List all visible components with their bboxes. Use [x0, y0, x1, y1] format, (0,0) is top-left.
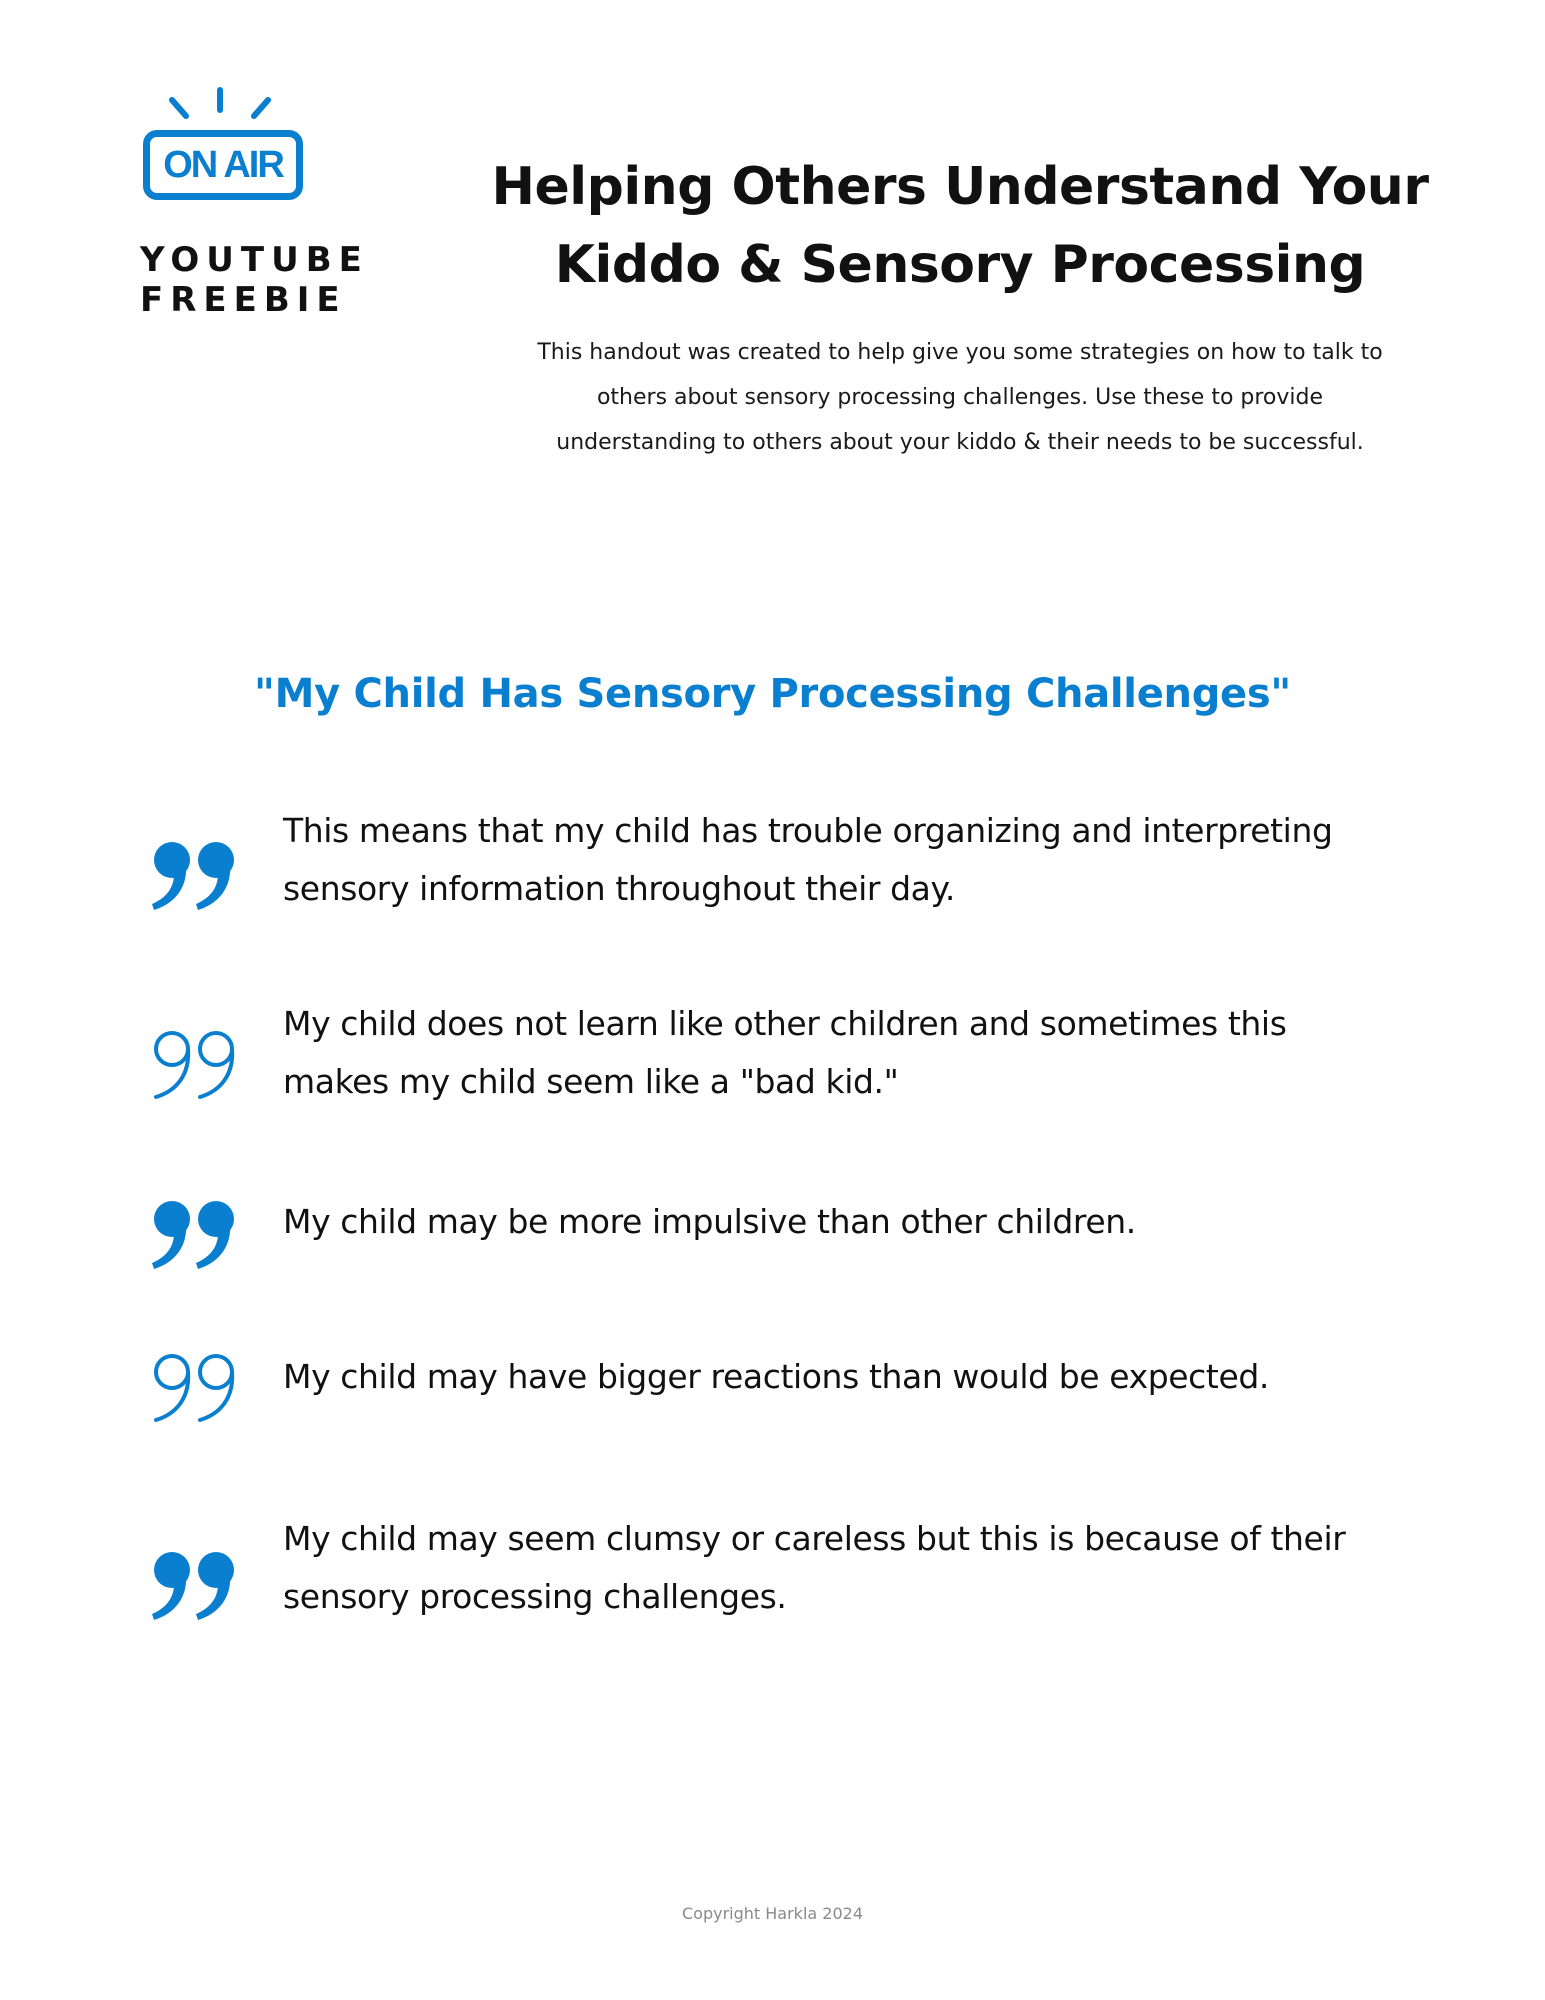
quote-filled-icon: [150, 840, 246, 912]
quote-filled-icon: [150, 1199, 246, 1271]
quote-line-1: This means that my child has trouble organizing and interpreting: [283, 811, 1333, 850]
youtube-freebie-label: [140, 240, 369, 320]
page-title: [440, 148, 1480, 304]
copyright-footer: Copyright Harkla 2024: [682, 1904, 863, 1923]
quote-line-1: My child may have bigger reactions than would be expected.: [283, 1357, 1269, 1396]
intro-line-2: others about sensory processing challenges. Use these to provide: [596, 385, 1324, 410]
title-line-1: Helping Others Understand Your: [491, 157, 1429, 217]
broadcast-rays-icon: [138, 86, 318, 126]
quote-outline-icon: [150, 1029, 246, 1101]
intro-paragraph: [470, 330, 1450, 465]
freebie-line-2: FREEBIE: [140, 280, 347, 320]
quote-outline-icon: [150, 1352, 246, 1424]
quote-text: [283, 995, 1413, 1111]
quote-text: [283, 1348, 1413, 1406]
quote-text: [283, 1193, 1413, 1251]
on-air-sign-icon: [143, 130, 303, 200]
quote-text: [283, 802, 1413, 918]
quote-line-1: My child may seem clumsy or careless but this is because of their: [283, 1519, 1346, 1558]
quote-line-1: My child may be more impulsive than other children.: [283, 1202, 1136, 1241]
intro-line-3: understanding to others about your kiddo & their needs to be successful.: [556, 430, 1364, 455]
quote-line-2: makes my child seem like a "bad kid.": [283, 1062, 899, 1101]
on-air-badge: [138, 86, 318, 216]
quote-line-2: sensory information throughout their day.: [283, 869, 955, 908]
quote-line-2: sensory processing challenges.: [283, 1577, 787, 1616]
section-heading: "My Child Has Sensory Processing Challenges": [254, 671, 1291, 717]
title-line-2: Kiddo & Sensory Processing: [554, 235, 1366, 295]
quote-text: [283, 1510, 1413, 1626]
intro-line-1: This handout was created to help give you some strategies on how to talk to: [537, 340, 1383, 365]
freebie-line-1: YOUTUBE: [140, 240, 369, 280]
on-air-label: ON AIR: [163, 144, 283, 186]
quote-filled-icon: [150, 1550, 246, 1622]
quote-line-1: My child does not learn like other children and sometimes this: [283, 1004, 1287, 1043]
